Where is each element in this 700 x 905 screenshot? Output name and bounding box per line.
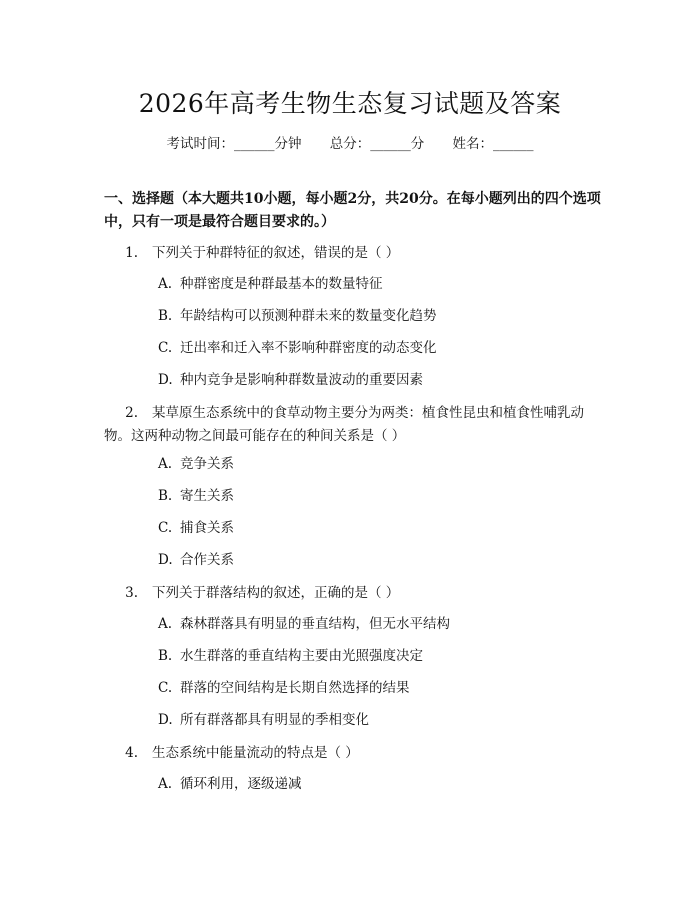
question-2 [104, 402, 604, 448]
option-2b [158, 486, 598, 506]
option-letter: A. [158, 456, 173, 472]
option-text: 循环利用，逐级递减 [180, 776, 302, 792]
question-4 [104, 742, 604, 765]
option-letter: D. [158, 552, 173, 568]
exam-time: 考试时间：______分钟 [166, 136, 302, 152]
option-text: 所有群落都具有明显的季相变化 [180, 712, 369, 728]
option-3a [158, 614, 598, 634]
question-text: 某草原生态系统中的食草动物主要分为两类：植食性昆虫和植食性哺乳动物。这两种动物之间最可能存在的种间关系是（ ） [104, 405, 584, 444]
option-text: 迁出率和迁入率不影响种群密度的动态变化 [180, 340, 437, 356]
option-text: 种群密度是种群最基本的数量特征 [180, 276, 383, 292]
option-1b [158, 306, 598, 326]
question-number: 4. [125, 745, 138, 761]
option-2a [158, 454, 598, 474]
option-2c [158, 518, 598, 538]
question-text: 生态系统中能量流动的特点是（ ） [152, 745, 359, 761]
option-letter: D. [158, 712, 173, 728]
option-letter: C. [158, 520, 173, 536]
option-letter: B. [158, 648, 173, 664]
option-2d [158, 550, 598, 570]
exam-score: 总分：______分 [329, 136, 425, 152]
option-4a [158, 774, 598, 794]
option-1d [158, 370, 598, 390]
option-text: 森林群落具有明显的垂直结构，但无水平结构 [180, 616, 450, 632]
option-text: 种内竞争是影响种群数量波动的重要因素 [180, 372, 423, 388]
option-1c [158, 338, 598, 358]
question-number: 1. [125, 245, 138, 261]
option-letter: D. [158, 372, 173, 388]
student-name: 姓名：______ [452, 136, 534, 152]
option-letter: A. [158, 616, 173, 632]
option-letter: B. [158, 488, 173, 504]
option-3d [158, 710, 598, 730]
option-letter: C. [158, 340, 173, 356]
option-text: 合作关系 [180, 552, 234, 568]
exam-meta [0, 132, 700, 152]
option-text: 水生群落的垂直结构主要由光照强度决定 [180, 648, 423, 664]
option-letter: C. [158, 680, 173, 696]
question-text: 下列关于种群特征的叙述，错误的是（ ） [152, 245, 400, 261]
option-letter: A. [158, 276, 173, 292]
question-1 [104, 242, 604, 265]
option-text: 竞争关系 [180, 456, 234, 472]
question-3 [104, 582, 604, 605]
option-letter: B. [158, 308, 173, 324]
question-number: 2. [125, 405, 138, 421]
page-title: 2026年高考生物生态复习试题及答案 [138, 89, 562, 118]
option-text: 年龄结构可以预测种群未来的数量变化趋势 [180, 308, 437, 324]
option-letter: A. [158, 776, 173, 792]
option-3b [158, 646, 598, 666]
option-text: 寄生关系 [180, 488, 234, 504]
section-heading: 一、选择题（本大题共10小题，每小题2分，共20分。在每小题列出的四个选项中，只有一项是最符合题目要求的。） [104, 191, 601, 230]
option-1a [158, 274, 598, 294]
option-text: 捕食关系 [180, 520, 234, 536]
question-text: 下列关于群落结构的叙述，正确的是（ ） [152, 585, 400, 601]
option-3c [158, 678, 598, 698]
option-text: 群落的空间结构是长期自然选择的结果 [180, 680, 410, 696]
question-number: 3. [125, 585, 138, 601]
